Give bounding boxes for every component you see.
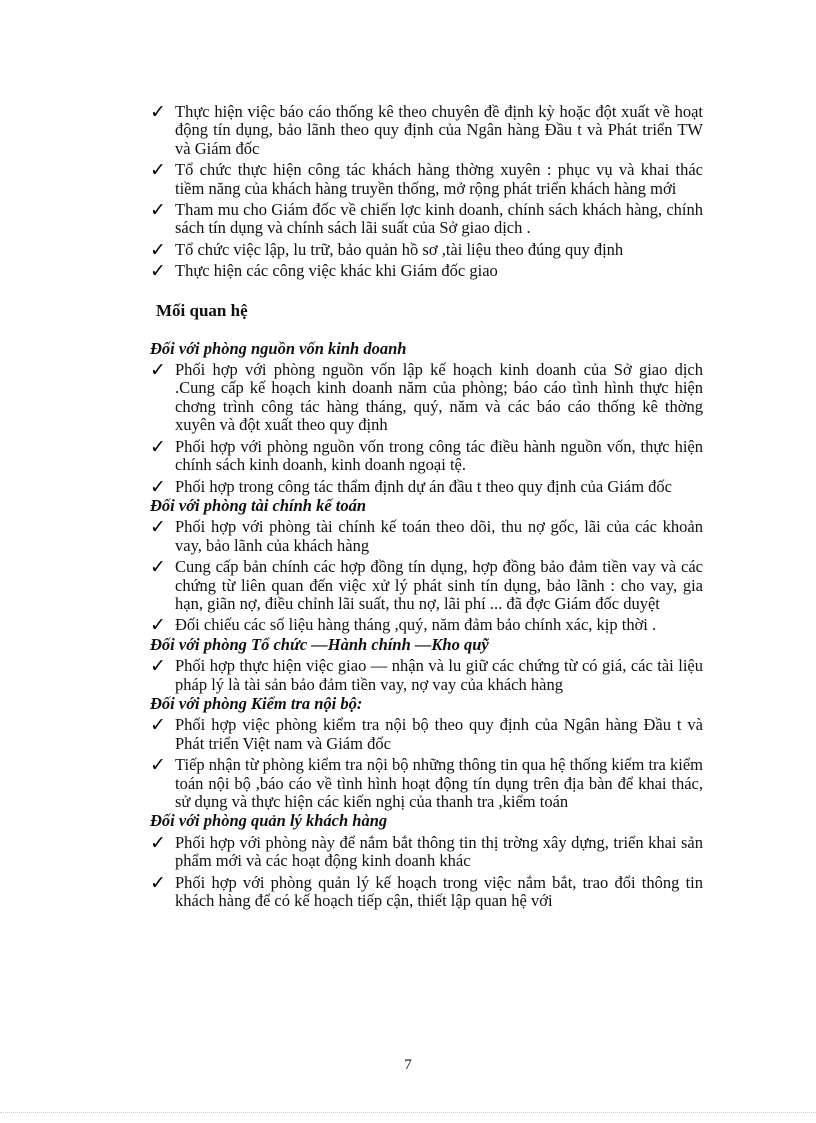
section-to-chuc-hanh-chinh <box>150 636 703 694</box>
checkmark-icon: ✓ <box>150 714 166 737</box>
list-item: ✓ Cung cấp bản chính các hợp đồng tín dụng, hợp đồng bảo đảm tiền vay và các chứng từ liên quan đến việc xử lý phát sinh tín dụng, bảo lãnh : cho vay, gia hạn, giãn nợ, điều chỉnh lãi suất, thu nợ, lãi phí ... đã đợc Giám đốc duyệt <box>150 556 703 613</box>
checkmark-icon: ✓ <box>150 435 166 458</box>
list-item: ✓ Phối hợp thực hiện việc giao — nhận và lu giữ các chứng từ có giá, các tài liệu pháp lý là tài sản bảo đảm tiền vay, nợ vay của khách hàng <box>150 655 703 694</box>
checkmark-icon: ✓ <box>150 359 166 382</box>
checkmark-icon: ✓ <box>150 238 166 261</box>
relations-title: Mối quan hệ <box>156 300 248 320</box>
checkmark-icon: ✓ <box>150 159 166 182</box>
checkmark-icon: ✓ <box>150 655 166 678</box>
list-item: ✓ Tham mu cho Giám đốc về chiến lợc kinh doanh, chính sách khách hàng, chính sách tín dụng và chính sách lãi suất của Sở giao dịch . <box>150 199 703 238</box>
page-break-divider <box>0 1112 816 1113</box>
list-item: ✓ Phối hợp trong công tác thẩm định dự án đầu t theo quy định của Giám đốc <box>150 475 672 498</box>
list-item: ✓ Phối hợp với phòng nguồn vốn lập kế hoạch kinh doanh của Sở giao dịch .Cung cấp kế hoạch kinh doanh năm của phòng; báo cáo tình hình thực hiện chơng trình công tác hàng tháng, quý, năm và các báo cáo thống kê thờng xuyên và đột xuất theo quy định <box>150 359 703 435</box>
section-heading: Đối với phòng Tổ chức —Hành chính —Kho quỹ <box>150 634 489 654</box>
section-kiem-tra-noi-bo <box>150 695 703 811</box>
list-item: ✓ Phối hợp việc phòng kiểm tra nội bộ theo quy định của Ngân hàng Đầu t và Phát triển Việt nam và Giám đốc <box>150 714 703 753</box>
intro-list <box>150 103 703 281</box>
section-tai-chinh-ke-toan <box>150 497 703 635</box>
list-item: ✓ Tiếp nhận từ phòng kiểm tra nội bộ những thông tin qua hệ thống kiểm tra kiểm toán nội bộ ,báo cáo về tình hình hoạt động tín dụng trên địa bàn để khai thác, sử dụng và thực hiện các kiến nghị của thanh tra ,kiểm toán <box>150 754 703 811</box>
list-item: ✓ Tổ chức thực hiện công tác khách hàng thờng xuyên : phục vụ và khai thác tiềm năng của khách hàng truyền thống, mở rộng phát triển khách hàng mới <box>150 159 703 198</box>
list-item: ✓ Thực hiện các công việc khác khi Giám đốc giao <box>150 260 498 283</box>
checkmark-icon: ✓ <box>150 831 166 854</box>
section-quan-ly-khach-hang <box>150 812 703 910</box>
checkmark-icon: ✓ <box>150 475 166 498</box>
checkmark-icon: ✓ <box>150 754 166 777</box>
section-heading: Đối với phòng Kiểm tra nội bộ: <box>150 693 363 713</box>
checkmark-icon: ✓ <box>150 556 166 579</box>
checkmark-icon: ✓ <box>150 199 166 222</box>
checkmark-icon: ✓ <box>150 260 166 283</box>
list-item: ✓ Đối chiếu các số liệu hàng tháng ,quý, năm đảm bảo chính xác, kịp thời . <box>150 614 657 637</box>
list-item: ✓ Phối hợp với phòng này để nắm bắt thông tin thị trờng xây dựng, triển khai sản phẩm mới và các hoạt động kinh doanh khác <box>150 831 703 871</box>
list-item: ✓ Phối hợp với phòng quản lý kế hoạch trong việc nắm bắt, trao đổi thông tin khách hàng để có kế hoạch tiếp cận, thiết lập quan hệ với <box>150 871 703 911</box>
section-heading: Đối với phòng tài chính kế toán <box>150 495 367 515</box>
checkmark-icon: ✓ <box>150 516 166 539</box>
checkmark-icon: ✓ <box>150 101 166 123</box>
list-item: ✓ Tổ chức việc lập, lu trữ, bảo quản hồ sơ ,tài liệu theo đúng quy định <box>150 238 624 261</box>
section-nguon-von <box>150 340 703 496</box>
checkmark-icon: ✓ <box>150 871 166 894</box>
section-heading: Đối với phòng nguồn vốn kinh doanh <box>150 338 407 358</box>
section-heading: Đối với phòng quản lý khách hàng <box>150 811 388 831</box>
checkmark-icon: ✓ <box>150 614 166 637</box>
document-page <box>150 100 703 910</box>
list-item: ✓ Thực hiện việc báo cáo thống kê theo chuyên đề định kỳ hoặc đột xuất về hoạt động tín dụng, bảo lãnh theo quy định của Ngân hàng Đầu t và Phát triển TW và Giám đốc <box>150 101 703 158</box>
page-number: 7 <box>404 1057 412 1073</box>
list-item: ✓ Phối hợp với phòng nguồn vốn trong công tác điều hành nguồn vốn, thực hiện chính sách kinh doanh, kinh doanh ngoại tệ. <box>150 435 703 475</box>
list-item: ✓ Phối hợp với phòng tài chính kế toán theo dõi, thu nợ gốc, lãi của các khoản vay, bảo lãnh của khách hàng <box>150 516 703 555</box>
